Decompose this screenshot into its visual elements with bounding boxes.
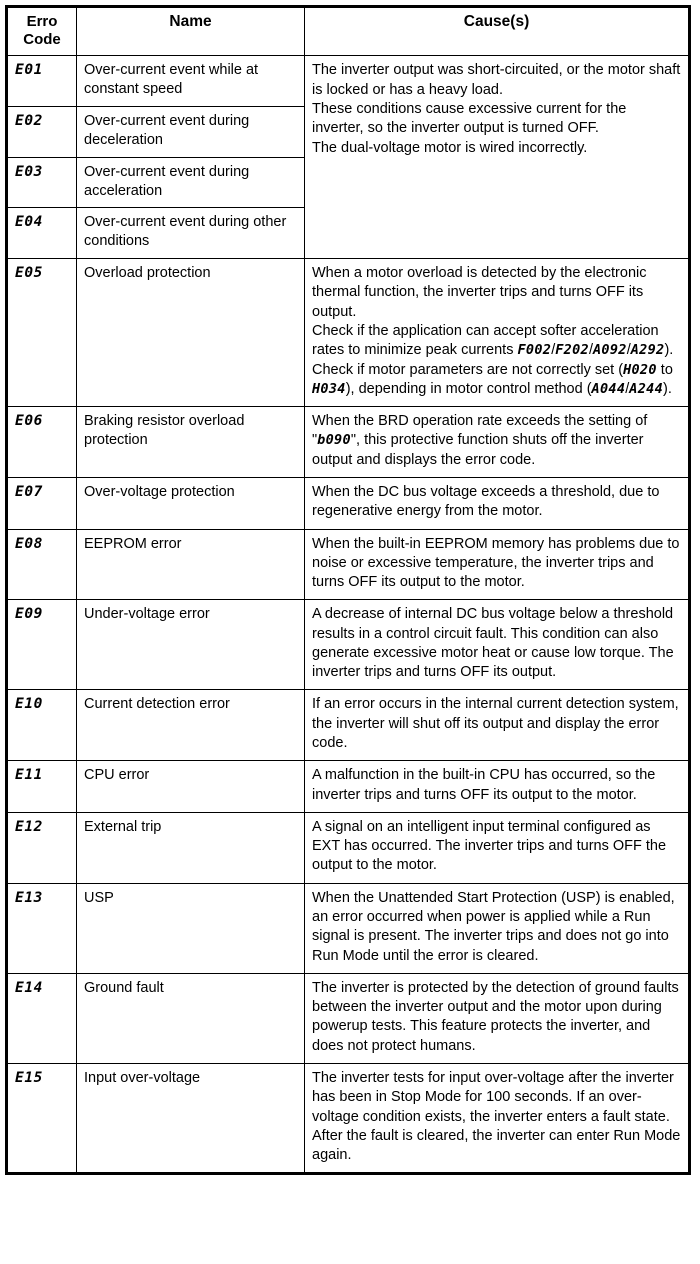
- table-row: [7, 529, 690, 600]
- error-name-cell: Under-voltage error: [77, 600, 305, 690]
- error-code-value: E01: [15, 62, 43, 79]
- table-row: [7, 761, 690, 813]
- error-code-cell: [7, 690, 77, 761]
- error-code-cell: [7, 259, 77, 407]
- error-code-value: E07: [15, 483, 43, 500]
- error-code-cell: [7, 208, 77, 259]
- error-cause-cell: When the BRD operation rate exceeds the setting of "b090", this protective function shuts off the inverter output and displays the error code.: [305, 407, 690, 478]
- error-name-cell: Ground fault: [77, 973, 305, 1063]
- error-code-value: E15: [15, 1069, 43, 1086]
- table-row: [7, 600, 690, 690]
- error-code-value: E03: [15, 163, 43, 180]
- parameter-code: A044: [591, 380, 626, 397]
- column-header-error-code-line2: Code: [23, 30, 61, 48]
- error-cause-cell: When the Unattended Start Protection (USP) is enabled, an error occurred when power is applied while a Run signal is present. The inverter trips and does not go into Run Mode until the error is cleared.: [305, 883, 690, 973]
- error-code-value: E12: [15, 818, 43, 835]
- error-code-value: E14: [15, 979, 43, 996]
- error-code-value: E04: [15, 214, 43, 231]
- error-name-cell: CPU error: [77, 761, 305, 813]
- error-name-cell: USP: [77, 883, 305, 973]
- error-code-cell: [7, 600, 77, 690]
- error-code-cell: [7, 761, 77, 813]
- error-code-cell: [7, 529, 77, 600]
- parameter-code: H034: [312, 380, 346, 397]
- error-cause-cell: If an error occurs in the internal current detection system, the inverter will shut off its output and display the error code.: [305, 690, 690, 761]
- table-header: [7, 7, 690, 56]
- table-body: [7, 56, 690, 1174]
- error-name-cell: Braking resistor overload protection: [77, 407, 305, 478]
- error-cause-cell: When the built-in EEPROM memory has problems due to noise or excessive temperature, the inverter trips and turns OFF its output to the motor.: [305, 529, 690, 600]
- column-header-error-code-line1: Erro: [26, 13, 58, 30]
- table-row: [7, 1063, 690, 1173]
- error-name-cell: External trip: [77, 812, 305, 883]
- table-row: [7, 56, 690, 107]
- error-code-cell: [7, 107, 77, 158]
- error-code-value: E08: [15, 535, 43, 552]
- table-row: [7, 690, 690, 761]
- error-cause-cell: When the DC bus voltage exceeds a threshold, due to regenerative energy from the motor.: [305, 477, 690, 529]
- error-code-value: E05: [15, 265, 43, 282]
- parameter-code: A292: [630, 342, 665, 359]
- table-row: [7, 973, 690, 1063]
- error-code-cell: [7, 157, 77, 208]
- table-header-row: [7, 7, 690, 56]
- table-row: [7, 407, 690, 478]
- error-code-value: E10: [15, 696, 43, 713]
- error-cause-cell: When a motor overload is detected by the electronic thermal function, the inverter trips and turns OFF its output. Check if the application can accept softer acceleration rates to minimize peak currents F002/F202/A092/A292). Check if motor parameters are not correctly set (H020 to H034), depending in motor control method (A044/A244).: [305, 259, 690, 407]
- error-code-table: [5, 5, 691, 1175]
- parameter-code: F002: [517, 342, 552, 359]
- error-name-cell: Over-current event during other conditions: [77, 208, 305, 259]
- error-name-cell: Over-current event during deceleration: [77, 107, 305, 158]
- error-name-cell: Over-current event while at constant speed: [77, 56, 305, 107]
- error-code-value: E02: [15, 113, 43, 130]
- error-code-cell: [7, 883, 77, 973]
- error-code-cell: [7, 973, 77, 1063]
- table-row: [7, 259, 690, 407]
- parameter-code: A092: [593, 342, 627, 359]
- error-code-cell: [7, 407, 77, 478]
- error-cause-cell: A signal on an intelligent input terminal configured as EXT has occurred. The inverter trips and turns OFF the output to the motor.: [305, 812, 690, 883]
- error-code-value: E13: [15, 889, 43, 906]
- error-code-cell: [7, 56, 77, 107]
- error-name-cell: Input over-voltage: [77, 1063, 305, 1173]
- error-code-cell: [7, 1063, 77, 1173]
- parameter-code: H020: [623, 361, 657, 378]
- error-cause-cell: The inverter tests for input over-voltage after the inverter has been in Stop Mode for 100 seconds. If an over-voltage condition exists, the inverter enters a fault state. After the fault is cleared, the inverter can enter Run Mode again.: [305, 1063, 690, 1173]
- error-cause-cell: A malfunction in the built-in CPU has occurred, so the inverter trips and turns OFF its output to the motor.: [305, 761, 690, 813]
- error-code-cell: [7, 812, 77, 883]
- table-row: [7, 477, 690, 529]
- error-cause-cell: A decrease of internal DC bus voltage below a threshold results in a control circuit fault. This condition can also generate excessive motor heat or cause low torque. The inverter trips and turns OFF its output.: [305, 600, 690, 690]
- error-code-cell: [7, 477, 77, 529]
- error-cause-cell: The inverter output was short-circuited, or the motor shaft is locked or has a heavy load. These conditions cause excessive current for the inverter, so the inverter output is turned OFF. The dual-voltage motor is wired incorrectly.: [305, 56, 690, 259]
- parameter-code: b090: [317, 432, 351, 449]
- error-code-value: E11: [15, 767, 43, 784]
- column-header-error-code: [7, 7, 77, 56]
- error-cause-cell: The inverter is protected by the detection of ground faults between the inverter output and the motor upon during powerup tests. This feature protects the inverter, and does not protect humans.: [305, 973, 690, 1063]
- error-code-value: E06: [15, 413, 43, 430]
- error-code-value: E09: [15, 606, 43, 623]
- error-name-cell: EEPROM error: [77, 529, 305, 600]
- parameter-code: A244: [629, 380, 664, 397]
- error-name-cell: Current detection error: [77, 690, 305, 761]
- error-name-cell: Overload protection: [77, 259, 305, 407]
- parameter-code: F202: [555, 342, 589, 359]
- column-header-cause: Cause(s): [305, 7, 690, 56]
- error-name-cell: Over-voltage protection: [77, 477, 305, 529]
- column-header-name: Name: [77, 7, 305, 56]
- error-name-cell: Over-current event during acceleration: [77, 157, 305, 208]
- table-row: [7, 883, 690, 973]
- table-row: [7, 812, 690, 883]
